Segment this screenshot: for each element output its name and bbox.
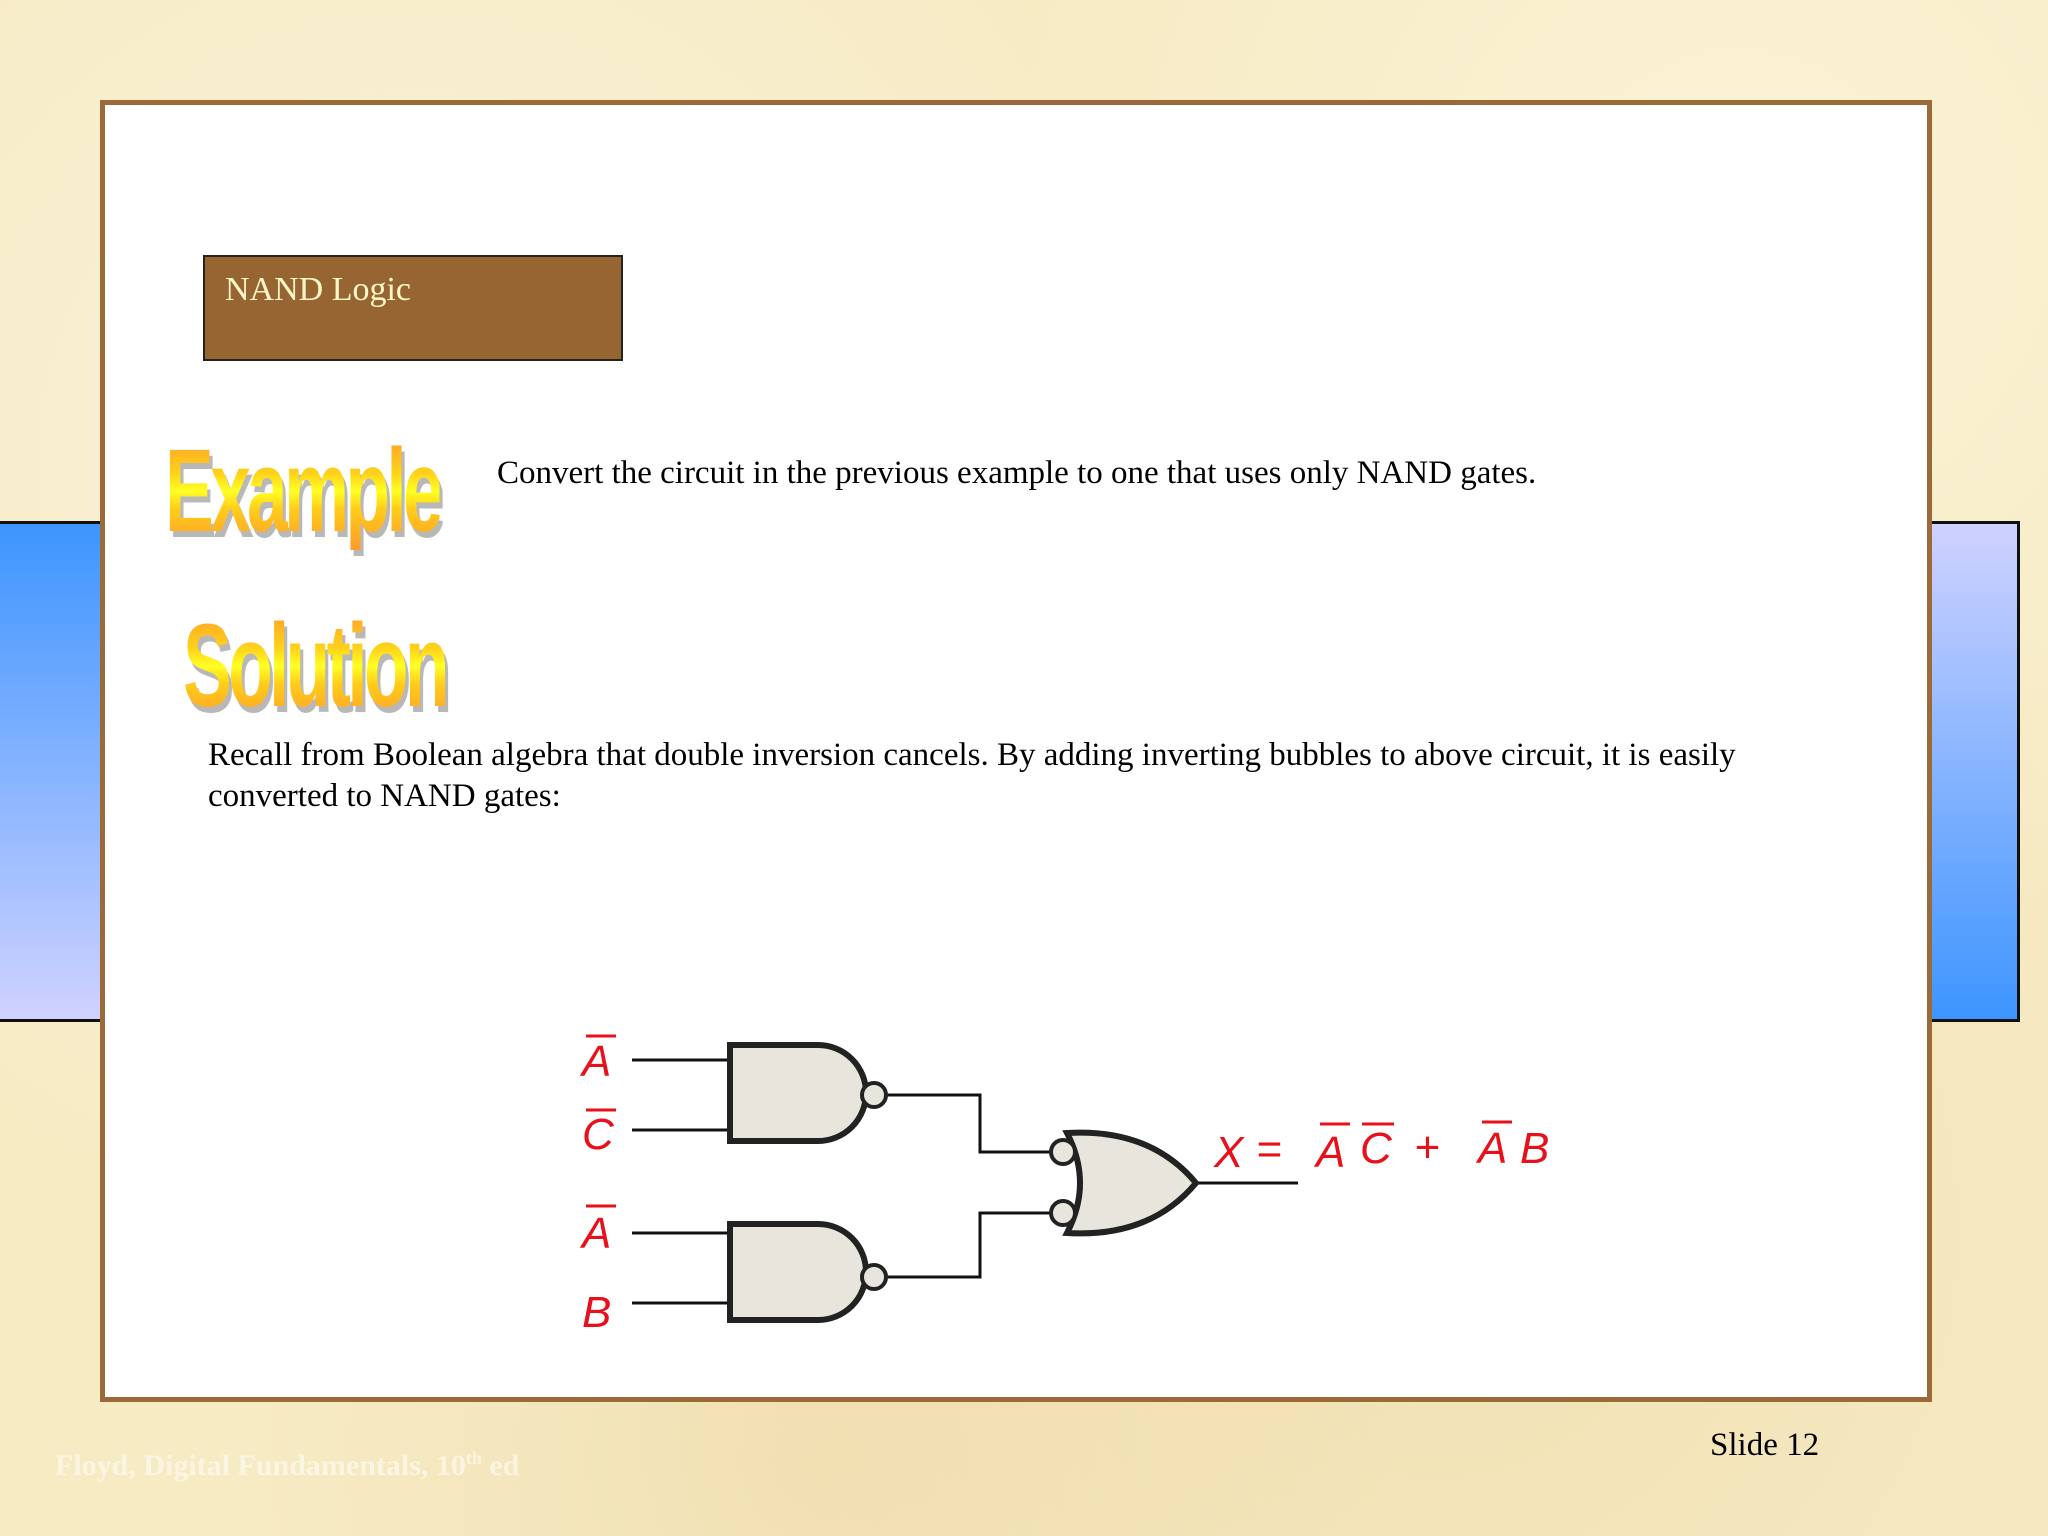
- nand-gate-2: [730, 1224, 866, 1320]
- term1-var-a: A: [1316, 1128, 1346, 1177]
- solution-wordart: Solution: [183, 600, 446, 732]
- term2-var-b: B: [1520, 1124, 1550, 1173]
- or-gate: [1067, 1133, 1196, 1234]
- input-label-4: B: [582, 1288, 612, 1337]
- term1-var-c: C: [1360, 1124, 1392, 1173]
- inverting-bubble-2: [862, 1265, 886, 1289]
- term2-var-a: A: [1478, 1124, 1508, 1173]
- input-label-1: A: [582, 1037, 612, 1086]
- wire-gate2-to-or: [886, 1213, 1050, 1277]
- nand-gate-1: [730, 1045, 866, 1141]
- wire-gate1-to-or: [886, 1095, 1050, 1152]
- footer-sup: th: [465, 1448, 482, 1468]
- example-prompt: Convert the circuit in the previous example to one that uses only NAND gates.: [497, 455, 1537, 491]
- slide-title: NAND Logic: [225, 271, 412, 308]
- or-input-bubble-2: [1051, 1201, 1075, 1225]
- input-labels: [579, 1037, 615, 1337]
- inverting-bubble-1: [862, 1083, 886, 1107]
- equals-sign: =: [1256, 1125, 1282, 1174]
- output-expression: [1213, 1123, 1549, 1177]
- footer-text: Floyd, Digital Fundamentals, 10: [55, 1449, 466, 1482]
- output-variable: X: [1214, 1128, 1244, 1177]
- solution-text: Recall from Boolean algebra that double inversion cancels. By adding inverting bubbles to above circuit, it is easily converted to NAND gates:: [208, 737, 1736, 814]
- footer-suffix: ed: [481, 1449, 520, 1482]
- example-wordart: Example: [165, 425, 440, 557]
- plus-sign: +: [1414, 1123, 1440, 1172]
- or-input-bubble-1: [1051, 1140, 1075, 1164]
- input-label-2: C: [582, 1110, 614, 1159]
- slide-number: Slide 12: [1710, 1427, 1820, 1463]
- footer-credit: [55, 1448, 519, 1483]
- input-label-3: A: [582, 1209, 612, 1258]
